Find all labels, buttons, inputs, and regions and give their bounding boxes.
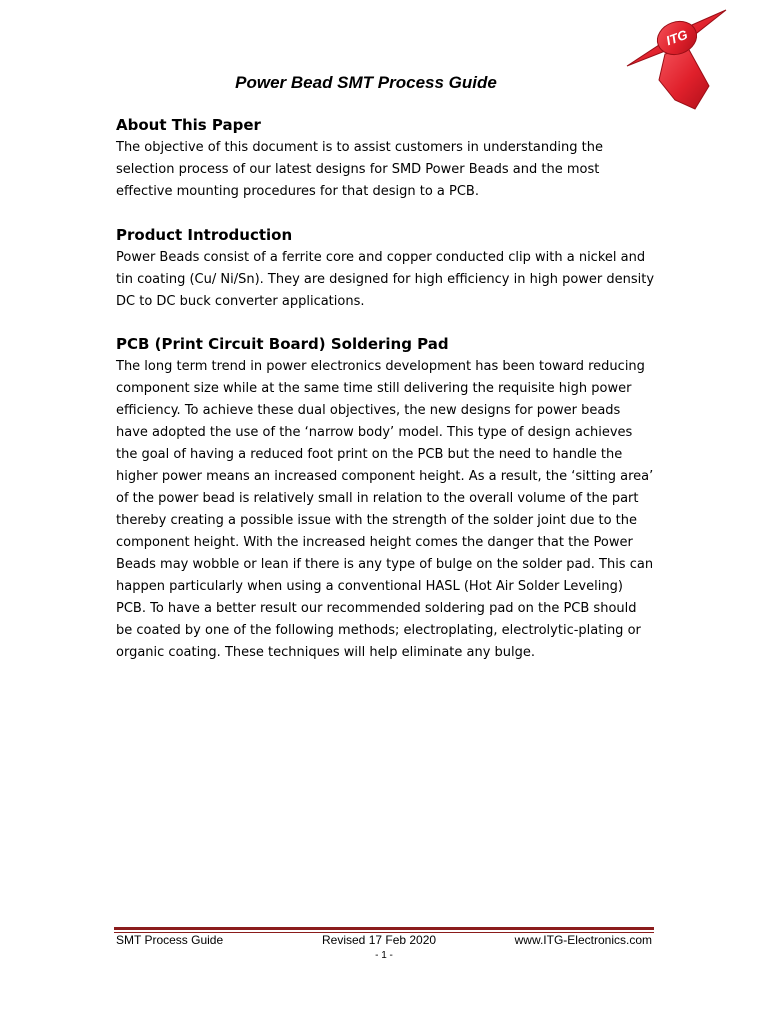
section-heading-product-introduction: Product Introduction bbox=[116, 226, 293, 244]
section-body-product-introduction: Power Beads consist of a ferrite core and copper conducted clip with a nickel and tin coating (Cu/ Ni/Sn). They are designed for high efficiency in high power density DC to DC buck converter applications. bbox=[116, 250, 655, 309]
page-number: - 1 - bbox=[375, 950, 393, 961]
svg-text:ITG: ITG bbox=[664, 26, 690, 49]
section-heading-pcb-soldering-pad: PCB (Print Circuit Board) Soldering Pad bbox=[116, 335, 449, 353]
footer-document-name: SMT Process Guide bbox=[116, 933, 224, 947]
itg-logo bbox=[625, 8, 730, 112]
footer-divider bbox=[114, 927, 654, 930]
section-body-about: The objective of this document is to assist customers in understanding the selection process of our latest designs for SMD Power Beads and the most effective mounting procedures for that design to a PCB. bbox=[116, 140, 603, 199]
footer-revision-date: Revised 17 Feb 2020 bbox=[322, 933, 437, 947]
footer-website: www.ITG-Electronics.com bbox=[514, 933, 652, 947]
section-heading-about: About This Paper bbox=[116, 116, 261, 134]
page-title: Power Bead SMT Process Guide bbox=[235, 73, 497, 92]
section-body-pcb-soldering-pad: The long term trend in power electronics development has been toward reducing component size while at the same time still delivering the requisite high power efficiency. To achieve these dual objectives, the new designs for power beads have adopted the use of the ‘narrow body’ model. This type of design achieves the goal of having a reduced foot print on the PCB but the need to handle the higher power means an increased component height. As a result, the ‘sitting area’ of the power bead is relatively small in relation to the overall volume of the part thereby creating a possible issue with the strength of the solder joint due to the component height. With the increased height comes the danger that the Power Beads may wobble or lean if there is any type of bulge on the solder pad. This can happen particularly when using a conventional HASL (Hot Air Solder Leveling) PCB. To have a better result our recommended soldering pad on the PCB should be coated by one of the following methods; electroplating, electrolytic-plating or organic coating. These techniques will help eliminate any bulge. bbox=[116, 359, 654, 660]
